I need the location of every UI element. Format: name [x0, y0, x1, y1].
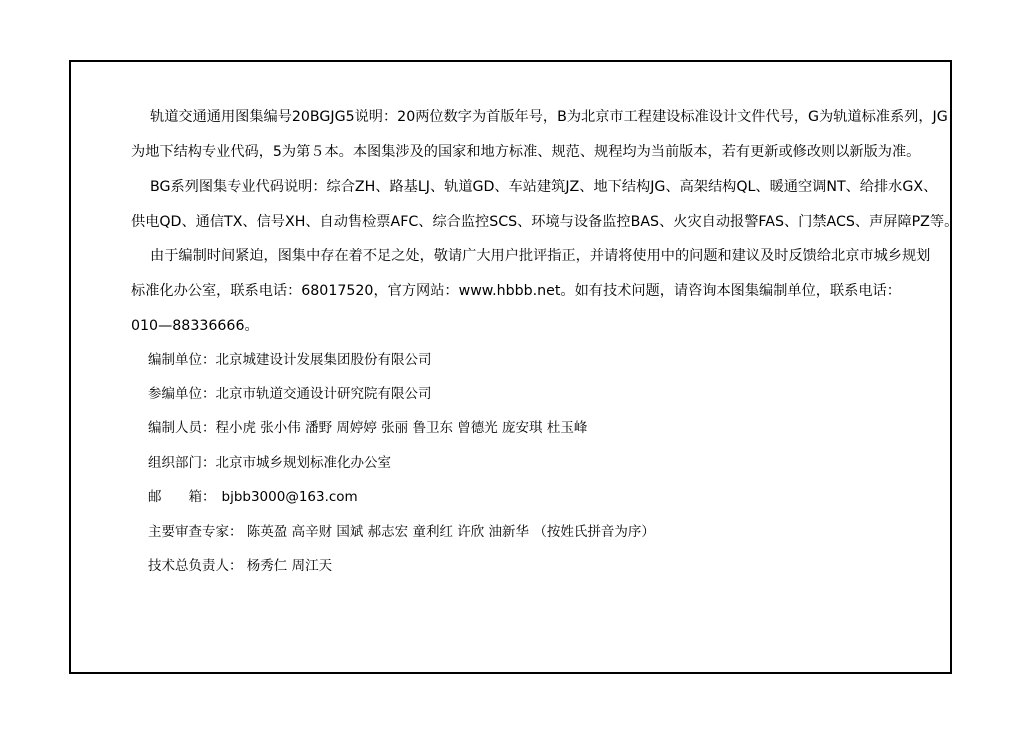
review-experts: 主要审查专家： 陈英盈 高辛财 国斌 郝志宏 童利红 许欣 油新华 （按姓氏拼音为序） — [148, 524, 655, 540]
code-paragraph-line-2: 供电QD、通信TX、信号XH、自动售检票AFC、综合监控SCS、环境与设备监控BAS、火灾自动报警FAS、门禁ACS、声屏障PZ等。 — [131, 214, 959, 230]
intro-paragraph-line-1: 轨道交通通用图集编号20BGJG5说明：20两位数字为首版年号，B为北京市工程建设标准设计文件代号，G为轨道标准系列，JG — [150, 109, 948, 125]
intro-paragraph-line-2: 为地下结构专业代码，5为第５本。本图集涉及的国家和地方标准、规范、规程均为当前版本，若有更新或修改则以新版为准。 — [131, 144, 921, 160]
feedback-paragraph-line-3: 010—88336666。 — [131, 318, 259, 334]
feedback-paragraph-line-1: 由于编制时间紧迫，图集中存在着不足之处，敬请广大用户批评指正，并请将使用中的问题和建议及时反馈给北京市城乡规划 — [150, 248, 931, 264]
email-address[interactable]: bjbb3000@163.com — [221, 489, 358, 505]
organizing-department: 组织部门：北京市城乡规划标准化办公室 — [148, 455, 391, 471]
technical-chief: 技术总负责人： 杨秀仁 周江天 — [148, 558, 333, 574]
email-row — [148, 488, 358, 506]
feedback-paragraph-line-2: 标准化办公室，联系电话：68017520，官方网站：www.hbbb.net。如有技术问题，请咨询本图集编制单位，联系电话： — [131, 283, 901, 299]
participant-unit: 参编单位：北京市轨道交通设计研究院有限公司 — [148, 386, 432, 402]
email-label: 邮 箱： — [148, 489, 216, 505]
compiler-unit: 编制单位：北京城建设计发展集团股份有限公司 — [148, 352, 432, 368]
compilation-staff: 编制人员：程小虎 张小伟 潘野 周婷婷 张丽 鲁卫东 曾德光 庞安琪 杜玉峰 — [148, 420, 588, 436]
code-paragraph-line-1: BG系列图集专业代码说明：综合ZH、路基LJ、轨道GD、车站建筑JZ、地下结构JG、高架结构QL、暖通空调NT、给排水GX、 — [150, 179, 938, 195]
